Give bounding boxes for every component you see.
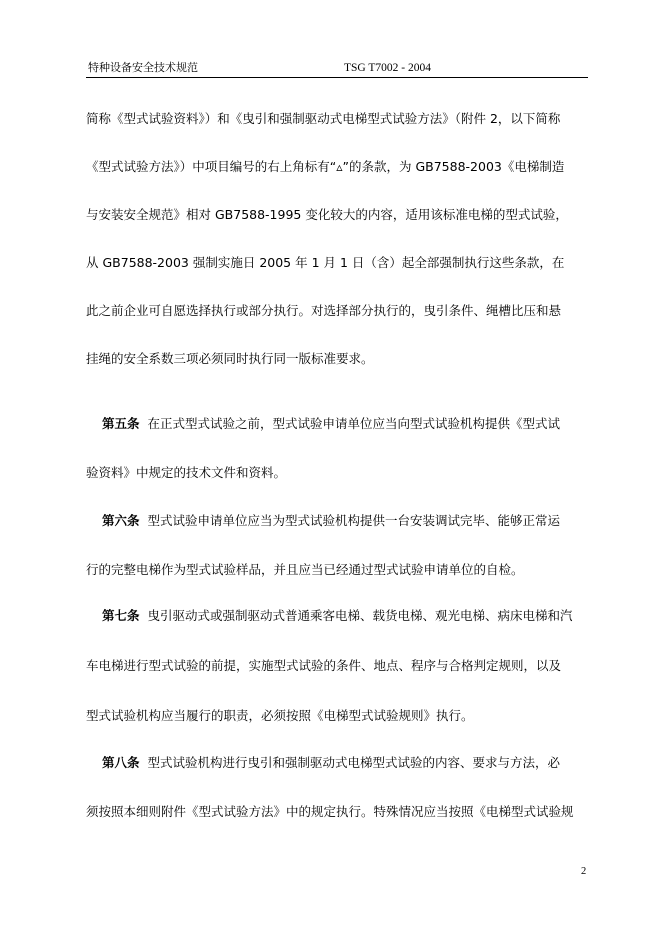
body-line: 挂绳的安全系数三项必须同时执行同一版标准要求。 bbox=[86, 351, 374, 366]
body-line: 行的完整电梯作为型式试验样品，并且应当已经通过型式试验申请单位的自检。 bbox=[86, 562, 524, 577]
header-standard-code: TSG T7002 - 2004 bbox=[344, 62, 431, 74]
article-number: 第六条 bbox=[102, 513, 140, 528]
page-header bbox=[86, 60, 588, 78]
body-line: 须按照本细则附件《型式试验方法》中的规定执行。特殊情况应当按照《电梯型式试验规 bbox=[86, 804, 574, 819]
body-line: 简称《型式试验资料》）和《曳引和强制驱动式电梯型式试验方法》（附件 2，以下简称 bbox=[86, 111, 561, 126]
header-spec-category: 特种设备安全技术规范 bbox=[88, 61, 198, 74]
article-number: 第七条 bbox=[102, 608, 140, 623]
article-5-line: 第五条 在正式型式试验之前，型式试验申请单位应当向型式试验机构提供《型式试 bbox=[102, 416, 561, 431]
body-line: 型式试验机构应当履行的职责，必须按照《电梯型式试验规则》执行。 bbox=[86, 708, 474, 723]
article-8-line: 第八条 型式试验机构进行曳引和强制驱动式电梯型式试验的内容、要求与方法，必 bbox=[102, 755, 561, 770]
page-number: 2 bbox=[581, 866, 587, 877]
article-number: 第五条 bbox=[102, 416, 140, 431]
body-line: 验资料》中规定的技术文件和资料。 bbox=[86, 465, 287, 480]
article-7-line: 第七条 曳引驱动式或强制驱动式普通乘客电梯、载货电梯、观光电梯、病床电梯和汽 bbox=[102, 608, 573, 623]
article-6-line: 第六条 型式试验申请单位应当为型式试验机构提供一台安装调试完毕、能够正常运 bbox=[102, 513, 561, 528]
body-line: 与安装安全规范》相对 GB7588-1995 变化较大的内容，适用该标准电梯的型式试验， bbox=[86, 207, 568, 222]
body-line: 此之前企业可自愿选择执行或部分执行。对选择部分执行的，曳引条件、绳槽比压和悬 bbox=[86, 303, 562, 318]
body-line: 《型式试验方法》）中项目编号的右上角标有“▵”的条款，为 GB7588-2003《电梯制造 bbox=[86, 159, 565, 174]
article-number: 第八条 bbox=[102, 755, 140, 770]
body-line: 从 GB7588-2003 强制实施日 2005 年 1 月 1 日（含）起全部强制执行这些条款，在 bbox=[86, 255, 565, 270]
body-line: 车电梯进行型式试验的前提，实施型式试验的条件、地点、程序与合格判定规则，以及 bbox=[86, 658, 562, 673]
